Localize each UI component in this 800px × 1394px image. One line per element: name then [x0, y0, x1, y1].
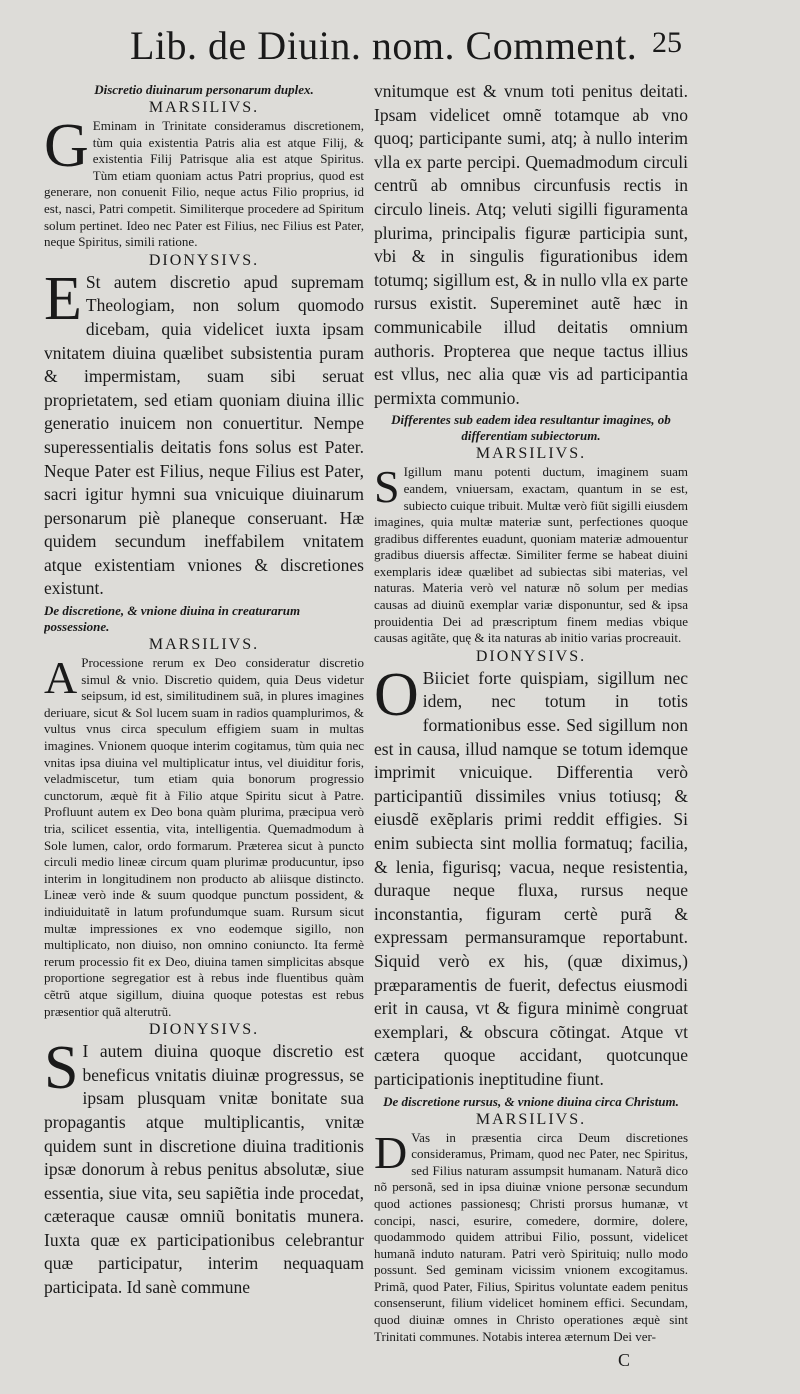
paragraph-text: I autem diuina quoque discretio est beneficus vnitatis diuinæ progressus, se ipsam plusquam vnitæ bonitate sua propagantis atque multiplicantis, vnitæ quidem sunt in discretione diuina traditionis ipsæ donorum à rebus penitus absolutæ, siue essentia, siue vita, seu sapiẽtia inde procedat, cæteraque causæ omniũ bonitatis munera. Iuxta quæ ex participationibus celebrantur quæ participatur, interim nequaquam participata. Id sanè commune [44, 1041, 364, 1298]
right-column [374, 80, 688, 1370]
text-paragraph: vnitumque est & vnum toti penitus deitati. Ipsam videlicet omnẽ totamque ab vno quoq; participante sumi, atq; à nullo interim vlla ex parte percipi. Quemadmodum circuli centrũ ab omnibus circunfusis rectis in circulo lineis. Atq; veluti sigilli figuramenta plurima, principalis figuræ participia sunt, vbi & in singulis figurationibus idem totumq; sigillum est, & in nullo vlla ex parte rursus existit. Supereminet autẽ hæc in communicabile illud deitatis omnium authoris. Propterea que neque tactus illius est vllus, nec alia quæ vis ad participantia permixta communio. [374, 81, 688, 408]
speaker-label: MARSILIVS. [475, 445, 587, 463]
drop-cap: D [374, 1126, 408, 1178]
speaker-label: MARSILIVS. [148, 99, 260, 116]
section-heading: De discretione rursus, & vnione diuina circa Christum. [383, 1093, 679, 1109]
speaker-label: MARSILIVS. [475, 1110, 587, 1128]
drop-cap: G [44, 112, 89, 180]
paragraph-text: Eminam in Trinitate consideramus discretionem, tùm quia existentia Patris alia est atque Filij, & existentia Filij Patrisque alia est atque Spiritus. Tùm etiam quoniam actus Patri proprius, quod est generare, non conuenit Filio, neque actus Filio proprius, id est, nasci, Patri competit. Similiterque procedere ad Spiritum solum pertinet. Ideo nec Pater est Filius, nec Filius est Pater, neque Spiritus, simili ratione. [44, 118, 364, 250]
paragraph-text: Igillum manu potenti ductum, imaginem suam eandem, vniuersam, exactam, quantum in se est, subiecto cuique tribuit. Multæ verò fiũt sigilli eiusdem imagines, quia multæ materiæ sunt, perfectiones quoque gradibus differentes euadunt, quoniam materiæ admouentur gradibus diuersis affectæ. Similiter ferme se habeat diuini exemplaris ideæ quælibet ad subiectas sibi materias, vel naturas. Materia verò vel naturæ nõ solum per medias causas ad diuinũ exemplar variæ disponuntur, sed & ipsa prouidentia Dei ad præscriptum finem medias vbique causas agitãte, quę & ita naturas ab initio varias procreauit. [374, 464, 688, 646]
drop-cap: O [374, 660, 419, 729]
commentary-paragraph [44, 112, 364, 251]
drop-cap: S [44, 1034, 79, 1103]
section-heading: Discretio diuinarum personarum duplex. [94, 82, 314, 97]
speaker-label: DIONYSIVS. [148, 1021, 260, 1039]
running-title: Lib. de Diuin. nom. Comment. [130, 23, 638, 68]
running-head [0, 18, 800, 78]
signature-mark: C [618, 1350, 631, 1370]
text-paragraph [44, 1034, 364, 1300]
section-heading: Differentes sub eadem idea resultantur imagines, ob differentiam subiectorum. [391, 412, 671, 444]
drop-cap: E [44, 264, 82, 333]
text-paragraph [374, 660, 688, 1092]
page-number: 25 [652, 26, 682, 59]
commentary-paragraph [44, 652, 364, 1020]
paragraph-text: Vas in præsentia circa Deum discretiones consideramus, Primam, quod nec Pater, nec Spiritus, sed Filius naturam assumpsit humanam. Naturã dico nõ personã, sed in ipsa diuinæ vnione personæ secundum quod actiones passionesq; Christi prorsus humanæ, vt concipi, nasci, esurire, comedere, dormire, dolere, quodammodo quidem attribui Filio, possunt, videlicet humanã induto naturam. Patri verò Spirituiq; nullo modo possunt. Sed geminam vicissim vnionem excogitamus. Primã, quod Pater, Filius, Spiritus voluntate eadem penitus consenserunt, filium videlicet hominem effici. Secundam, quod diuinæ omnes in Christo operationes æquè sint Trinitati communes. Notabis interea æternum Dei ver- [374, 1129, 688, 1344]
speaker-label: MARSILIVS. [148, 636, 260, 654]
section-heading: De discretione, & vnione diuina in creaturarum possessione. [44, 603, 301, 635]
commentary-paragraph [374, 461, 688, 647]
paragraph-text: Processione rerum ex Deo consideratur discretio simul & vnio. Discretio quidem, quia Deus videtur seipsum, id est, similitudinem suã, in plures imagines deriuare, sicut & Sol lucem suam in radios quamplurimos, & vultus vnus circa speculum effigiem suam in multas imagines. Vnionem quoque interim cogitamus, tùm quia nec vnitas ipsa diuina vel multiplicatur intus, vel diuiditur foris, veladmiscetur, tum etiam quia bonorum progressio cunctorum, æquè fit à Filio atque Spiritu sicut à Patre. Profluunt autem ex Deo bona quàm plurima, præcipua verò tria, scilicet essentia, vita, intelligentia. Quemadmodum à Sole lumen, calor, ordo formarum. Præterea sicut à puncto circuli medio lineæ circum quam plurimæ producuntur, ipso interim in longitudinem non producto ab aliisque distincto. Lineæ verò inde & suum quodque punctum possident, & indiuiduitatẽ in latum profundumque suam. Rursum sicut multæ impressiones ex vno eodemque sigillo, non multiplicato, non diuiso, non omnino coniuncto. Ita fermè rerum processio fit ex Deo, diuina tamen simplicitas absque proportione segregatior est à rebus inde fluentibus quàm cẽtrũ atque sigillum, diuina quoque potestas est rebus præsentior quã alterutrũ. [44, 655, 364, 1019]
speaker-label: DIONYSIVS. [148, 251, 260, 269]
paragraph-text: Biiciet forte quispiam, sigillum nec idem, nec totum in totis formationibus esse. Sed sigillum non est in causa, illud namque se totum idemque imprimit vnicuique. Differentia verò participantiũ dissimiles vnius totiusq; & eiusdẽ exẽplaris primi reddit effigies. Si enim subiecta sint mollia formatuq; facilia, & lenia, figurisq; vacua, neque resistentia, duraque neque fluxa, rursus neque inconstantia, figuram certè purã & expressam permansuramque reportabunt. Siquid verò ex his, (quæ diximus,) præparamentis de fuerit, defectus eiusmodi erit in causa, vt & figura minimè congruat exemplari, & obscura cõtingat. Atque vt cætera quoque accidant, quotcunque participationis ineptitudine fiunt. [374, 667, 688, 1089]
speaker-label: DIONYSIVS. [475, 647, 587, 665]
commentary-paragraph [374, 1126, 688, 1346]
text-paragraph [44, 264, 364, 601]
drop-cap: S [374, 461, 400, 513]
left-column [44, 80, 364, 1370]
paragraph-text: St autem discretio apud supremam Theologiam, non solum quomodo dicebam, quia videlicet iuxta ipsam vnitatem diuina quælibet subsistentia puram & impermistam, suam sibi seruat proprietatem, sed etiam quoniam diuina illic generatio inuicem non conuertitur. Nempe superessentialis deitatis fons solus est Pater. Neque Pater est Filius, neque Filius est Pater, sacri igitur hymni sua vnicuique diuinarum personarum piè planeque conseruant. Hæ quidem secundum ineffabilem vnitatem atque existentiam vniones & discretiones existunt. [44, 271, 364, 599]
drop-cap: A [44, 652, 78, 704]
